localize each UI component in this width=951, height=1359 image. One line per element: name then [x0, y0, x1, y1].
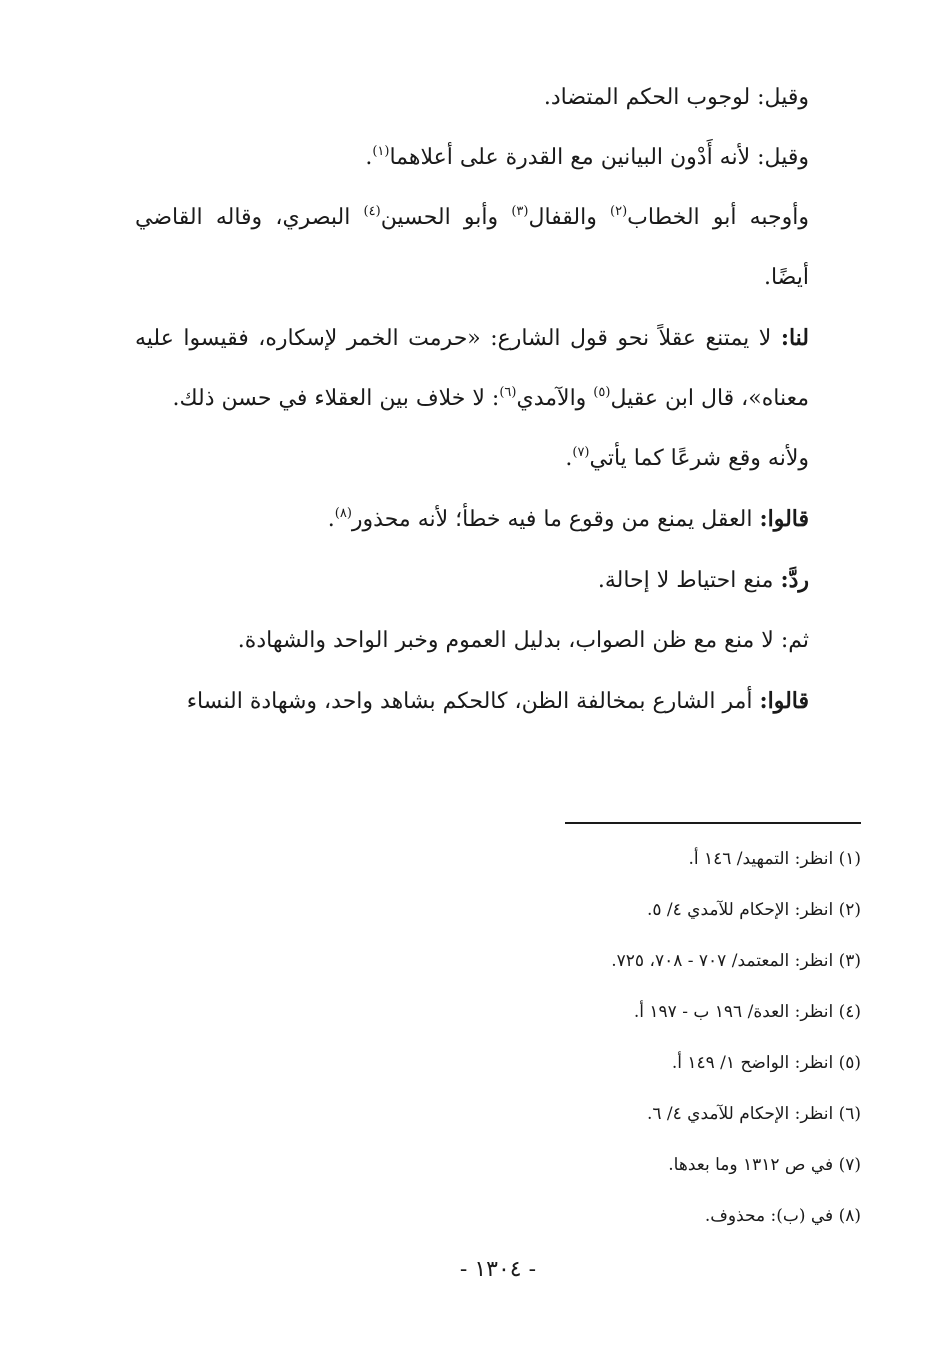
paragraph-keyword: ردَّ: — [780, 567, 809, 593]
footnote-item: (٢) انظر: الإحكام للآمدي ٤/ ٥. — [646, 900, 861, 920]
paragraph-text: ولأنه وقع شرعًا كما يأتي — [589, 446, 809, 471]
paragraph — [135, 611, 861, 671]
paragraph-keyword: لنا: — [780, 325, 809, 351]
paragraph — [135, 308, 861, 429]
paragraph-text: . — [327, 507, 335, 532]
footnote-separator — [565, 822, 861, 824]
paragraph-text: . — [565, 446, 573, 471]
paragraph-text: : لا خلاف بين العقلاء في حسن ذلك. — [172, 386, 500, 411]
footnote-item: (٥) انظر: الواضح ١/ ١٤٩ أ. — [671, 1053, 861, 1073]
footnote-marker: (٨) — [334, 506, 352, 521]
footnotes — [135, 834, 861, 1242]
footnote-marker: (٣) — [511, 204, 529, 219]
paragraph-text: وقيل: لأنه أَدْون البيانين مع القدرة على أعلاهما — [389, 145, 809, 170]
footnote-item: (٧) في ص ١٣١٢ وما بعدها. — [668, 1155, 861, 1175]
paragraph — [135, 188, 861, 308]
paragraph-text: وأوجبه أبو الخطاب — [627, 205, 810, 230]
footnote-marker: (٧) — [572, 445, 590, 460]
page-number: - ١٣٠٤ - — [459, 1257, 537, 1282]
footnote-marker: (٥) — [593, 385, 611, 400]
footnote-item: (٤) انظر: العدة/ ١٩٦ ب - ١٩٧ أ. — [633, 1002, 861, 1022]
paragraph-text: العقل يمنع من وقوع ما فيه خطأ؛ لأنه محذور — [351, 507, 760, 532]
footnote-item: (١) انظر: التمهيد/ ١٤٦ أ. — [688, 849, 861, 869]
footnote-marker: (١) — [372, 144, 390, 159]
paragraph — [135, 671, 861, 732]
paragraph — [135, 68, 861, 128]
paragraph — [135, 550, 861, 611]
book-page — [135, 0, 861, 1359]
paragraph — [135, 128, 861, 188]
paragraph-text: وقيل: لوجوب الحكم المتضاد. — [543, 85, 809, 110]
paragraph — [135, 429, 861, 489]
paragraph — [135, 489, 861, 550]
paragraph-text: البصري، وقاله القاضي أيضًا. — [135, 205, 809, 290]
paragraph-keyword: قالوا: — [759, 506, 809, 532]
paragraph-text: والآمدي — [516, 386, 594, 411]
paragraph-text: ثم: لا منع مع ظن الصواب، بدليل العموم وخبر الواحد والشهادة. — [237, 628, 809, 653]
footnote-marker: (٤) — [363, 204, 381, 219]
paragraph-text: أمر الشارع بمخالفة الظن، كالحكم بشاهد واحد، وشهادة النساء — [186, 689, 760, 714]
footnote-marker: (٦) — [499, 385, 517, 400]
paragraph-text: منع احتياط لا إحالة. — [597, 568, 781, 593]
paragraph-text: لا يمتنع عقلاً نحو قول الشارع: «حرمت الخمر لإسكاره، فقيسوا عليه معناه»، قال ابن عقيل — [135, 326, 809, 411]
footnote-marker: (٢) — [610, 204, 628, 219]
footnote-item: (٦) انظر: الإحكام للآمدي ٤/ ٦. — [646, 1104, 861, 1124]
main-text — [135, 68, 861, 732]
paragraph-text: . — [365, 145, 373, 170]
footnote-item: (٨) في (ب): محذوف. — [704, 1206, 861, 1226]
paragraph-text: وأبو الحسين — [380, 205, 512, 230]
paragraph-keyword: قالوا: — [759, 688, 809, 714]
footnote-item: (٣) انظر: المعتمد/ ٧٠٧ - ٧٠٨، ٧٢٥. — [611, 951, 861, 971]
paragraph-text: والقفال — [528, 205, 611, 230]
